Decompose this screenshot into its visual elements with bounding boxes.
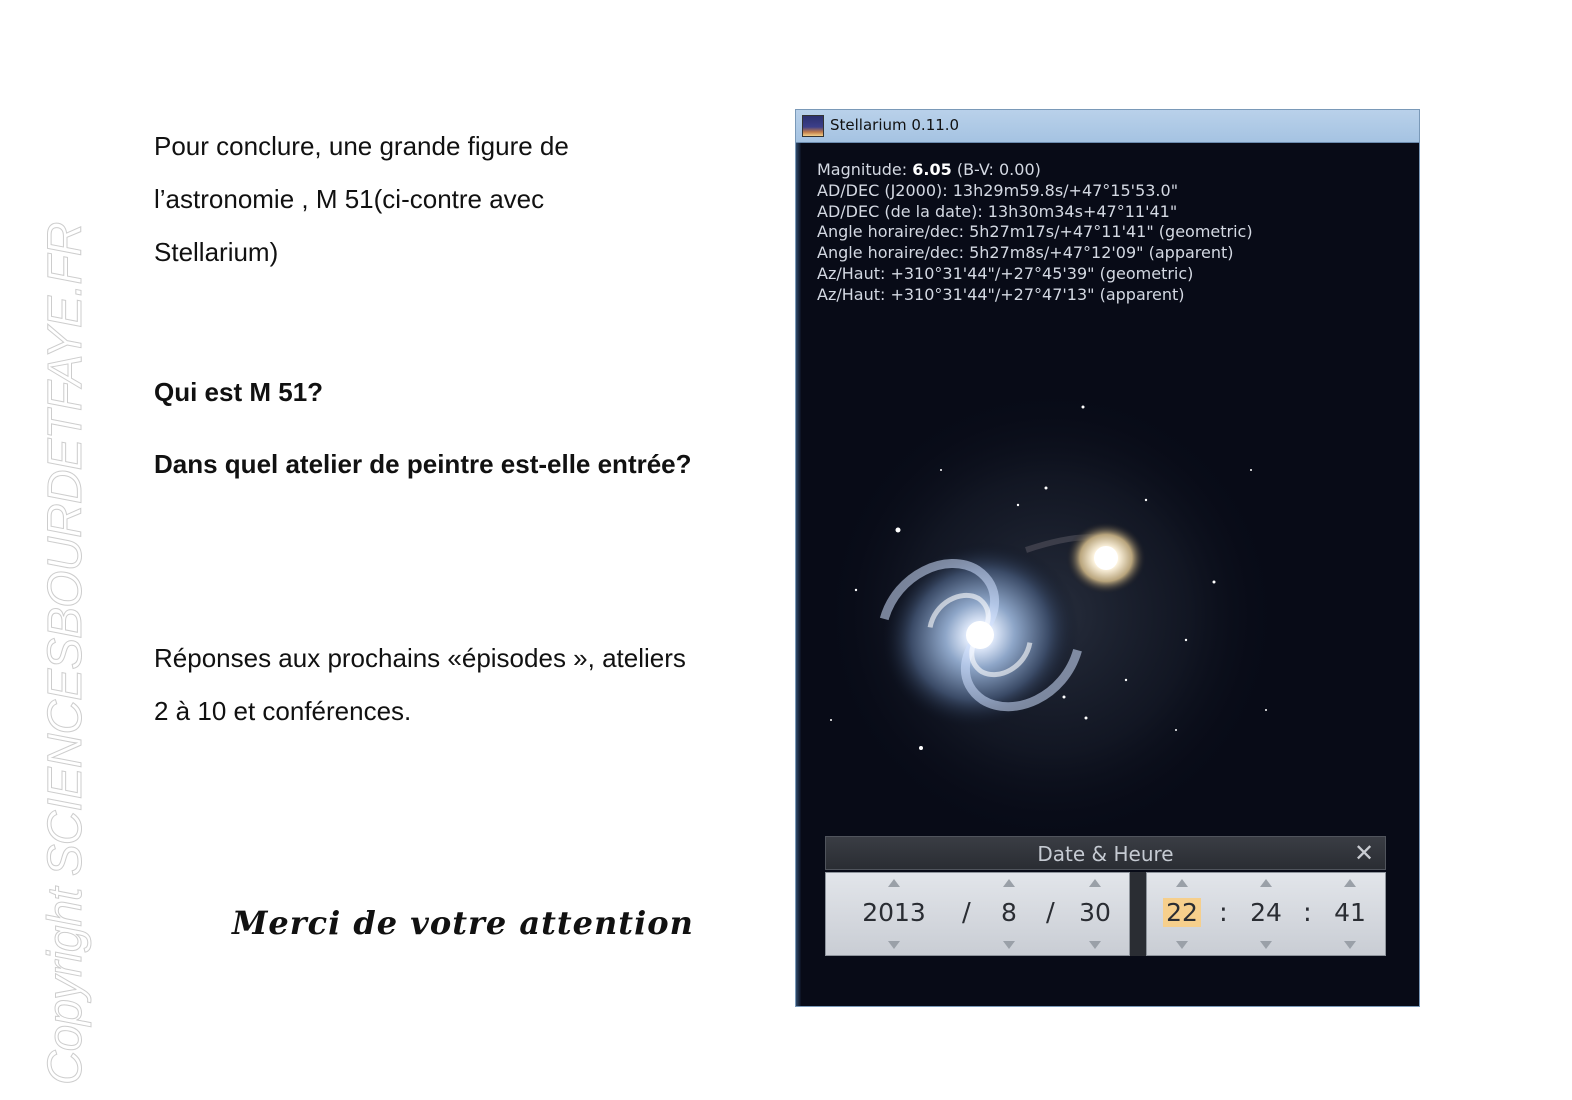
copyright-watermark: Copyright SCIENCESBOURDETFAYE.FR — [39, 222, 92, 1085]
date-separator: / — [1046, 898, 1055, 928]
time-separator: : — [1303, 898, 1312, 928]
date-time-dialog-title: Date & Heure — [1037, 842, 1174, 866]
question-painter-studio: Dans quel atelier de peintre est-elle entrée? — [154, 449, 692, 479]
minute-up-arrow-icon[interactable] — [1260, 879, 1272, 887]
day-down-arrow-icon[interactable] — [1089, 941, 1101, 949]
close-icon[interactable]: ✕ — [1353, 839, 1375, 867]
date-time-dialog — [825, 836, 1386, 956]
magnitude-label: Magnitude: — [817, 160, 913, 179]
second-value[interactable]: 41 — [1334, 898, 1366, 927]
hour-down-arrow-icon[interactable] — [1176, 941, 1188, 949]
question-who-is-m51: Qui est M 51? — [154, 377, 324, 407]
info-line-radec-date: AD/DEC (de la date): 13h30m34s+47°11'41" — [817, 201, 1178, 221]
date-fields — [825, 872, 1130, 956]
year-up-arrow-icon[interactable] — [888, 879, 900, 887]
stellarium-window — [795, 109, 1420, 1007]
minute-value[interactable]: 24 — [1250, 898, 1282, 927]
hour-up-arrow-icon[interactable] — [1176, 879, 1188, 887]
info-line-hourangle-geometric: Angle horaire/dec: 5h27m17s/+47°11'41" (geometric) — [817, 222, 1253, 242]
magnitude-suffix: (B-V: 0.00) — [951, 160, 1041, 179]
minute-down-arrow-icon[interactable] — [1260, 941, 1272, 949]
time-fields — [1146, 872, 1386, 956]
day-up-arrow-icon[interactable] — [1089, 879, 1101, 887]
date-time-dialog-header[interactable] — [825, 836, 1386, 870]
date-separator: / — [962, 898, 971, 928]
date-time-divider — [1130, 872, 1146, 956]
hour-spinner[interactable] — [1155, 873, 1209, 955]
month-up-arrow-icon[interactable] — [1003, 879, 1015, 887]
second-spinner[interactable] — [1323, 873, 1377, 955]
second-up-arrow-icon[interactable] — [1344, 879, 1356, 887]
ngc5195-companion — [1066, 522, 1146, 594]
month-down-arrow-icon[interactable] — [1003, 941, 1015, 949]
hour-value-text: 22 — [1163, 898, 1201, 927]
month-spinner[interactable] — [986, 873, 1032, 955]
month-value[interactable]: 8 — [1001, 898, 1017, 927]
info-line-radec-j2000: AD/DEC (J2000): 13h29m59.8s/+47°15'53.0" — [817, 180, 1179, 200]
year-value[interactable]: 2013 — [862, 898, 926, 927]
magnitude-line — [817, 160, 1253, 181]
info-line-azalt-geometric: Az/Haut: +310°31'44"/+27°45'39" (geometric) — [817, 263, 1194, 283]
time-separator: : — [1219, 898, 1228, 928]
year-spinner[interactable] — [844, 873, 944, 955]
second-down-arrow-icon[interactable] — [1344, 941, 1356, 949]
day-value[interactable]: 30 — [1079, 898, 1111, 927]
hour-value[interactable] — [1155, 898, 1209, 927]
magnitude-value: 6.05 — [912, 160, 952, 179]
intro-paragraph: Pour conclure, une grande figure de l’astronomie , M 51(ci-contre avec Stellarium) — [154, 131, 569, 267]
info-line-azalt-apparent: Az/Haut: +310°31'44"/+27°47'13" (apparent) — [817, 284, 1185, 304]
answers-paragraph: Réponses aux prochains «épisodes », ateliers 2 à 10 et conférences. — [154, 643, 686, 726]
object-info-panel — [817, 160, 1253, 306]
info-line-hourangle-apparent: Angle horaire/dec: 5h27m8s/+47°12'09" (apparent) — [817, 243, 1234, 263]
day-spinner[interactable] — [1066, 873, 1124, 955]
thanks-text: Merci de votre attention — [232, 904, 694, 942]
minute-spinner[interactable] — [1239, 873, 1293, 955]
year-down-arrow-icon[interactable] — [888, 941, 900, 949]
window-title: Stellarium 0.11.0 — [830, 116, 960, 134]
